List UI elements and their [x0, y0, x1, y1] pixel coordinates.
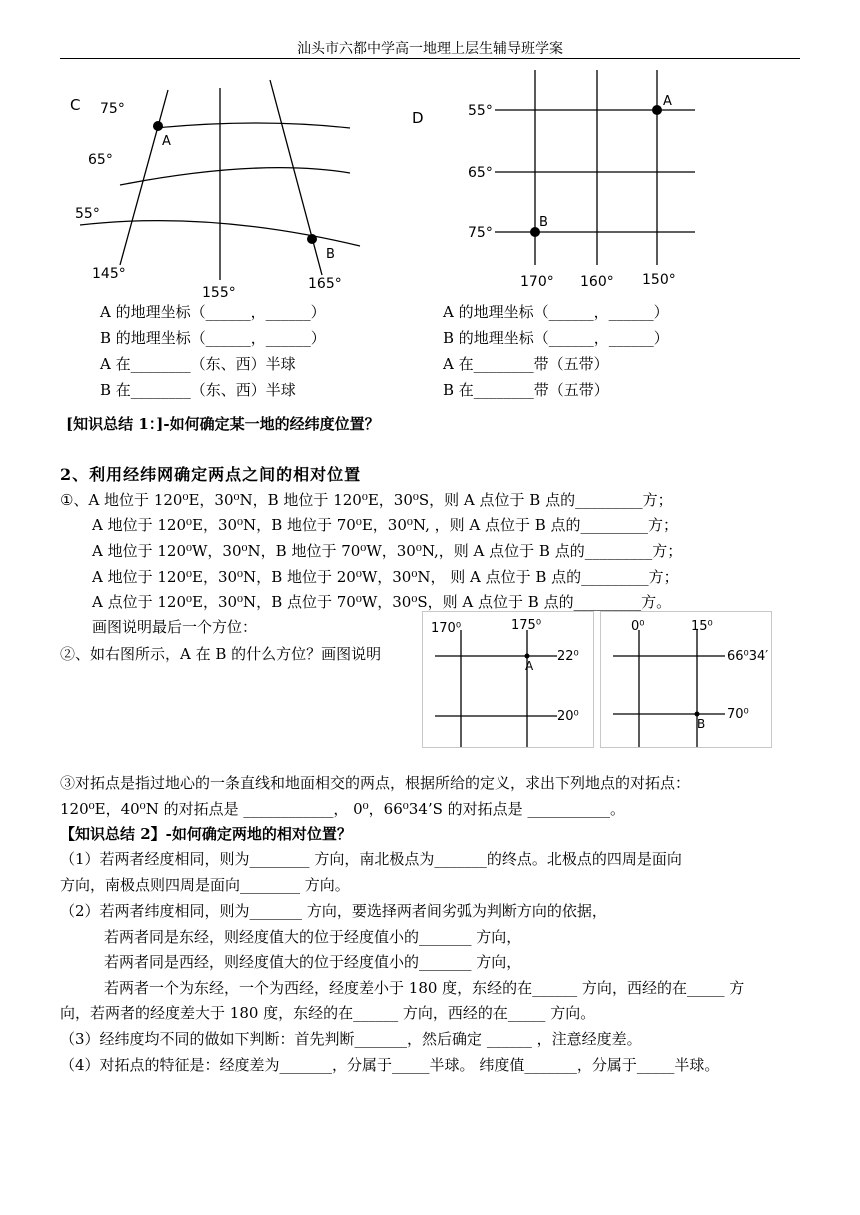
map-c-label-b: B: [326, 247, 335, 262]
map-f: [600, 611, 772, 748]
map-c-meridian-165: [270, 80, 322, 275]
map-d-lon-150: 150°: [642, 272, 676, 288]
map-e-label-a: A: [525, 659, 534, 673]
q1-line-5: A 点位于 120⁰E，30⁰N，B 点位于 70⁰W，30⁰S，则 A 点位于 B 点的_________方。: [92, 593, 672, 611]
summary-2-line-8: （3）经纬度均不同的做如下判断：首先判断_______，然后确定 ______ ，注意经度差。: [60, 1030, 642, 1048]
map-d-lon-160: 160°: [580, 274, 614, 290]
q1-line-3: A 地位于 120⁰W，30⁰N，B 地位于 70⁰W，30⁰N,，则 A 点位于 B 点的_________方；: [92, 542, 683, 560]
map-e-right-label-1: 22⁰: [557, 649, 579, 664]
summary-2-line-5: 若两者同是西经，则经度值大的位于经度值小的_______ 方向，: [104, 953, 522, 971]
header-rule: [60, 58, 800, 59]
map-d-lon-170: 170°: [520, 274, 554, 290]
map-f-right-label-2: 70⁰: [727, 707, 749, 722]
map-f-right-label-1: 66⁰34′: [727, 649, 769, 664]
map-e-right-label-2: 20⁰: [557, 709, 579, 724]
map-c-point-b: [307, 234, 317, 244]
coord-left-4: B 在________（东、西）半球: [100, 381, 296, 399]
summary-2-line-4: 若两者同是东经，则经度值大的位于经度值小的_______ 方向，: [104, 928, 522, 946]
summary-2-line-6: 若两者一个为东经，一个为西经，经度差小于 180 度，东经的在______ 方向，西经的在_____ 方: [104, 979, 745, 997]
map-d-label-a: A: [663, 94, 672, 109]
map-d: [405, 60, 715, 300]
q1-line-2: A 地位于 120⁰E，30⁰N，B 地位于 70⁰E，30⁰N, ，则 A 点位于 B 点的_________方；: [92, 516, 679, 534]
page-header: 汕头市六都中学高一地理上层生辅导班学案: [297, 41, 563, 57]
coord-right-2: B 的地理坐标（______，______）: [443, 329, 669, 347]
map-d-panel-label: D: [412, 109, 424, 127]
map-e: [422, 611, 594, 748]
map-d-label-b: B: [539, 215, 548, 230]
map-d-lat-65: 65°: [468, 165, 493, 181]
map-c-parallel-65: [120, 168, 350, 185]
q1-line-4: A 地位于 120⁰E，30⁰N，B 地位于 20⁰W，30⁰N， 则 A 点位于 B 点的_________方；: [92, 568, 679, 586]
map-c-lon-155: 155°: [202, 285, 236, 300]
summary-2-line-9: （4）对拓点的特征是：经度差为_______，分属于_____半球。 纬度值_______，分属于_____半球。: [60, 1056, 720, 1074]
coord-right-4: B 在________带（五带）: [443, 381, 609, 399]
section-2-title: 2、利用经纬网确定两点之间的相对位置: [60, 465, 362, 484]
q3-line-2: 120⁰E，40⁰N 的对拓点是 ____________， 0⁰，66⁰34’S 的对拓点是 ___________。: [60, 800, 625, 818]
map-c-parallel-75: [155, 123, 350, 128]
map-e-top-label-1: 170⁰: [431, 621, 462, 636]
map-c: [60, 60, 390, 300]
map-c-lat-75: 75°: [100, 101, 125, 117]
map-f-top-label-1: 0⁰: [631, 619, 645, 634]
map-c-lon-145: 145°: [92, 266, 126, 282]
summary-2-line-1: （1）若两者经度相同，则为________ 方向，南北极点为_______的终点。北极点的四周是面向: [60, 850, 682, 868]
coord-right-3: A 在________带（五带）: [443, 355, 609, 373]
map-c-point-a: [153, 121, 163, 131]
summary-1: [知识总结 1：]-如何确定某一地的经纬度位置？: [66, 415, 380, 433]
q1-line-6: 画图说明最后一个方位：: [92, 618, 258, 636]
summary-2: 【知识总结 2】-如何确定两地的相对位置？: [60, 825, 352, 843]
map-e-point-a: [525, 654, 530, 659]
q1-line-1: ①、A 地位于 120⁰E，30⁰N，B 地位于 120⁰E，30⁰S，则 A 点位于 B 点的_________方；: [60, 491, 673, 509]
summary-2-line-3: （2）若两者纬度相同，则为_______ 方向，要选择两者间劣弧为判断方向的依据，: [60, 902, 607, 920]
q3-line-1: ③对拓点是指过地心的一条直线和地面相交的两点，根据所给的定义，求出下列地点的对拓点：: [60, 774, 691, 792]
map-c-panel-label: C: [70, 96, 81, 114]
map-f-point-b: [695, 712, 700, 717]
coord-left-2: B 的地理坐标（______，______）: [100, 329, 326, 347]
summary-2-line-2: 方向，南极点则四周是面向________ 方向。: [60, 876, 350, 894]
map-e-top-label-2: 175⁰: [511, 618, 542, 633]
map-f-label-b: B: [697, 717, 706, 731]
coord-right-1: A 的地理坐标（______，______）: [443, 303, 669, 321]
coord-left-1: A 的地理坐标（______，______）: [100, 303, 326, 321]
map-c-lat-65: 65°: [88, 152, 113, 168]
map-c-lat-55: 55°: [75, 206, 100, 222]
coord-left-3: A 在________（东、西）半球: [100, 355, 296, 373]
map-c-lon-165: 165°: [308, 276, 342, 292]
q2-text: ②、如右图所示，A 在 B 的什么方位？画图说明: [60, 645, 382, 663]
map-c-label-a: A: [162, 134, 171, 149]
summary-2-line-7: 向，若两者的经度差大于 180 度，东经的在______ 方向，西经的在_____ 方向。: [60, 1004, 596, 1022]
map-d-lat-55: 55°: [468, 103, 493, 119]
map-d-lat-75: 75°: [468, 225, 493, 241]
map-f-top-label-2: 15⁰: [691, 619, 713, 634]
map-d-point-a: [652, 105, 662, 115]
